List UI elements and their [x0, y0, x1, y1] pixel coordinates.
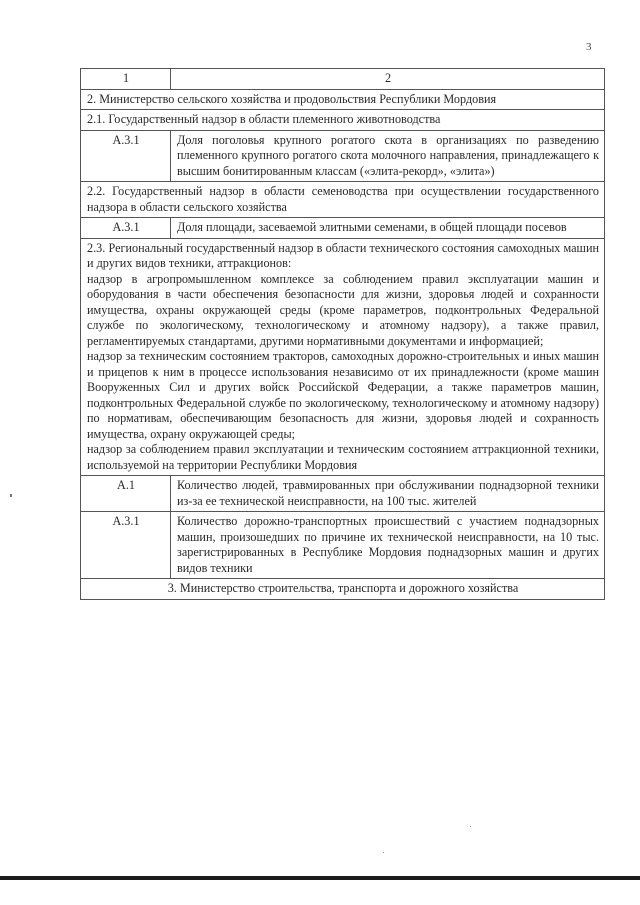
section-row: [81, 182, 605, 218]
section-3-title: 3. Министерство строительства, транспорта и дорожного хозяйства: [81, 579, 605, 600]
section-row: [81, 89, 605, 110]
table-header-row: [81, 69, 605, 90]
scan-speck: [383, 852, 384, 853]
indicator-code: А.3.1: [81, 130, 171, 182]
header-col-2: 2: [171, 69, 605, 90]
indicator-description: Количество дорожно-транспортных происшествий с участием поднадзорных машин, произошедших по причине их технической неисправности, на 10 тыс. зарегистрированных в Республике Мордовия поднадзорных машин и других видов техники: [171, 512, 605, 579]
section-row: [81, 238, 605, 476]
section-2-3-paragraph: надзор за соблюдением правил эксплуатации и техническим состоянием аттракционной техники, используемой на территории Республики Мордовия: [87, 442, 599, 472]
section-row: [81, 579, 605, 600]
table-row: [81, 130, 605, 182]
indicator-code: А.3.1: [81, 512, 171, 579]
header-col-1: 1: [81, 69, 171, 90]
section-2-3-title: 2.3. Региональный государственный надзор в области технического состояния самоходных машин и других видов техники, аттракционов:: [87, 240, 599, 270]
scan-mark: [10, 494, 12, 497]
indicator-description: Доля поголовья крупного рогатого скота в организациях по разведению племенного крупного рогатого скота молочного направления, принадлежащего к высшим бонитированным классам («элита-рекорд», «элита»): [171, 130, 605, 182]
indicator-code: А.3.1: [81, 218, 171, 239]
indicator-code: А.1: [81, 476, 171, 512]
section-2-3-paragraph: надзор в агропромышленном комплексе за соблюдением правил эксплуатации машин и оборудования в части обеспечения безопасности для жизни, здоровья людей и сохранности имущества, охраны окружающей среды (кроме параметров, подконтрольных Федеральной службе по экологическому, технологическому и атомному надзору), а также правил, регламентируемых стандартами, другими нормативными документами и информацией;: [87, 271, 599, 348]
indicator-description: Доля площади, засеваемой элитными семенами, в общей площади посевов: [171, 218, 605, 239]
section-2-3-paragraph: надзор за техническим состоянием тракторов, самоходных дорожно-строительных и иных машин и прицепов к ним в процессе использования независимо от их принадлежности (кроме машин Вооруженных Сил и других войск Российской Федерации, а также параметров машин, подконтрольных Федеральной службе по экологическому, технологическому и атомному надзору) по нормативам, обеспечивающим безопасность для жизни, здоровья людей и сохранность имущества, охрану окружающей среды;: [87, 349, 599, 441]
scan-speck: [470, 826, 471, 827]
page-number: 3: [586, 41, 592, 53]
table-row: [81, 476, 605, 512]
indicators-table: [80, 68, 605, 600]
table-row: [81, 512, 605, 579]
section-row: [81, 110, 605, 131]
table-row: [81, 218, 605, 239]
section-2-3-block: [81, 238, 605, 476]
indicator-description: Количество людей, травмированных при обслуживании поднадзорной техники из-за ее технической неисправности, на 100 тыс. жителей: [171, 476, 605, 512]
section-2-title: 2. Министерство сельского хозяйства и продовольствия Республики Мордовия: [81, 89, 605, 110]
section-2-1-title: 2.1. Государственный надзор в области племенного животноводства: [81, 110, 605, 131]
section-2-2-title: 2.2. Государственный надзор в области семеноводства при осуществлении государственного надзора в области сельского хозяйства: [81, 182, 605, 218]
scan-edge-bar: [0, 876, 640, 880]
